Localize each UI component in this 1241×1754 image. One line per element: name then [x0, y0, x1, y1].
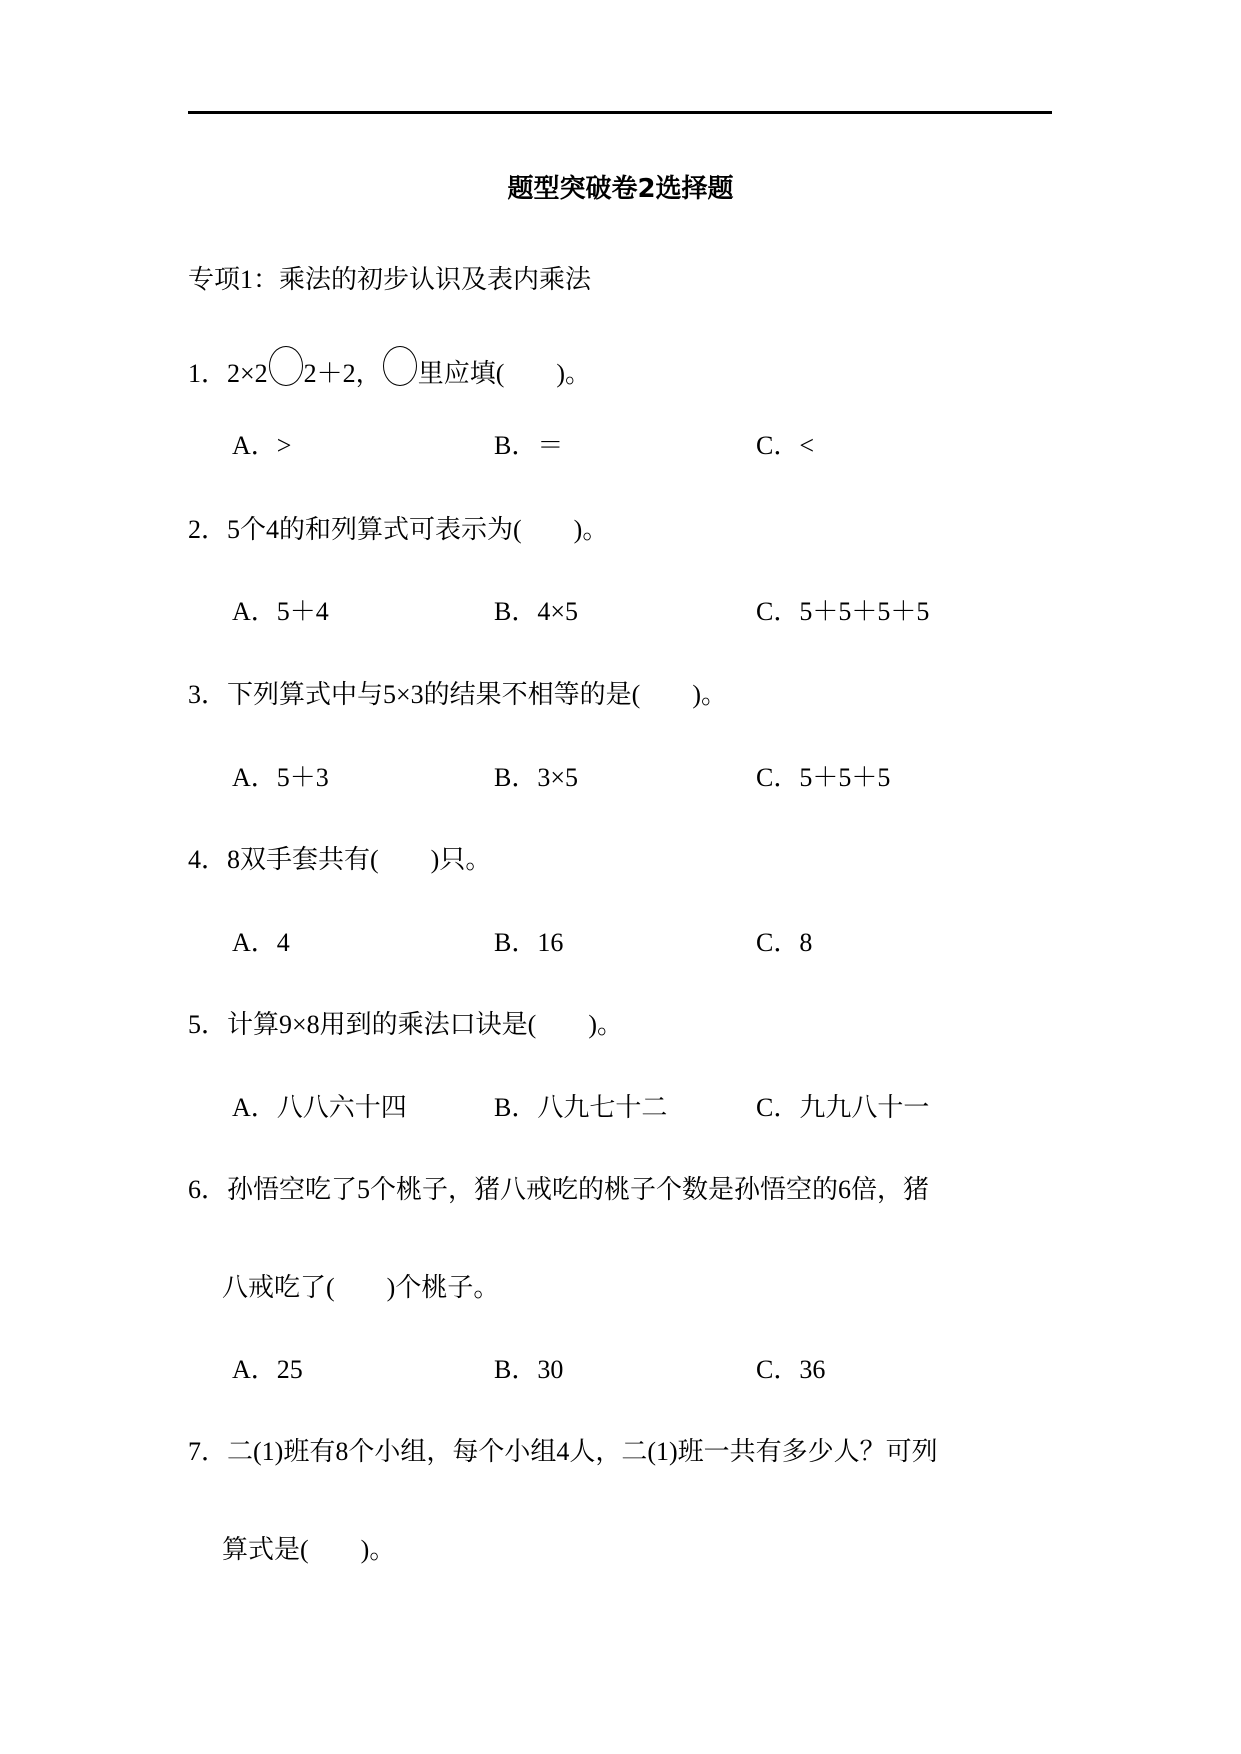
q6-option-c: C．36: [756, 1355, 826, 1384]
question-3: 3．下列算式中与5×3的结果不相等的是( )。: [188, 680, 727, 709]
question-7-continued: 算式是( )。: [222, 1535, 396, 1564]
q1-text-c: 里应填( )。: [417, 359, 592, 388]
question-4: 4．8双手套共有( )只。: [188, 845, 492, 874]
page-title: 题型突破卷2选择题: [507, 174, 734, 204]
question-7: 7．二(1)班有8个小组，每个小组4人，二(1)班一共有多少人？可列: [188, 1437, 938, 1466]
q6-option-b: B．30: [494, 1355, 564, 1384]
q1-text-b: 2＋2，: [303, 359, 382, 388]
question-6-continued: 八戒吃了( )个桃子。: [222, 1273, 500, 1302]
q4-option-a: A．4: [232, 928, 290, 957]
q3-option-c: C．5＋5＋5: [756, 763, 891, 792]
question-1: [188, 346, 591, 390]
q5-option-c: C．九九八十一: [756, 1093, 930, 1122]
q4-option-c: C．8: [756, 928, 813, 957]
circle-icon: [383, 346, 417, 386]
q3-option-a: A．5＋3: [232, 763, 329, 792]
q1-option-b: B．＝: [494, 431, 564, 460]
question-2: 2．5个4的和列算式可表示为( )。: [188, 515, 609, 544]
section-heading: 专项1：乘法的初步认识及表内乘法: [188, 265, 592, 294]
q1-option-c: C．<: [756, 431, 815, 460]
header-rule: [188, 111, 1052, 114]
q3-option-b: B．3×5: [494, 763, 579, 792]
blank-circle-icon: [269, 346, 303, 386]
q2-option-c: C．5＋5＋5＋5: [756, 597, 930, 626]
q1-option-a: A．>: [232, 431, 292, 460]
question-6: 6．孙悟空吃了5个桃子，猪八戒吃的桃子个数是孙悟空的6倍，猪: [188, 1175, 930, 1204]
q5-option-b: B．八九七十二: [494, 1093, 668, 1122]
q4-option-b: B．16: [494, 928, 564, 957]
q6-option-a: A．25: [232, 1355, 303, 1384]
question-5: 5．计算9×8用到的乘法口诀是( )。: [188, 1010, 623, 1039]
q2-option-a: A．5＋4: [232, 597, 329, 626]
q5-option-a: A．八八六十四: [232, 1093, 407, 1122]
q1-text-a: 1．2×2: [188, 359, 268, 388]
q2-option-b: B．4×5: [494, 597, 579, 626]
